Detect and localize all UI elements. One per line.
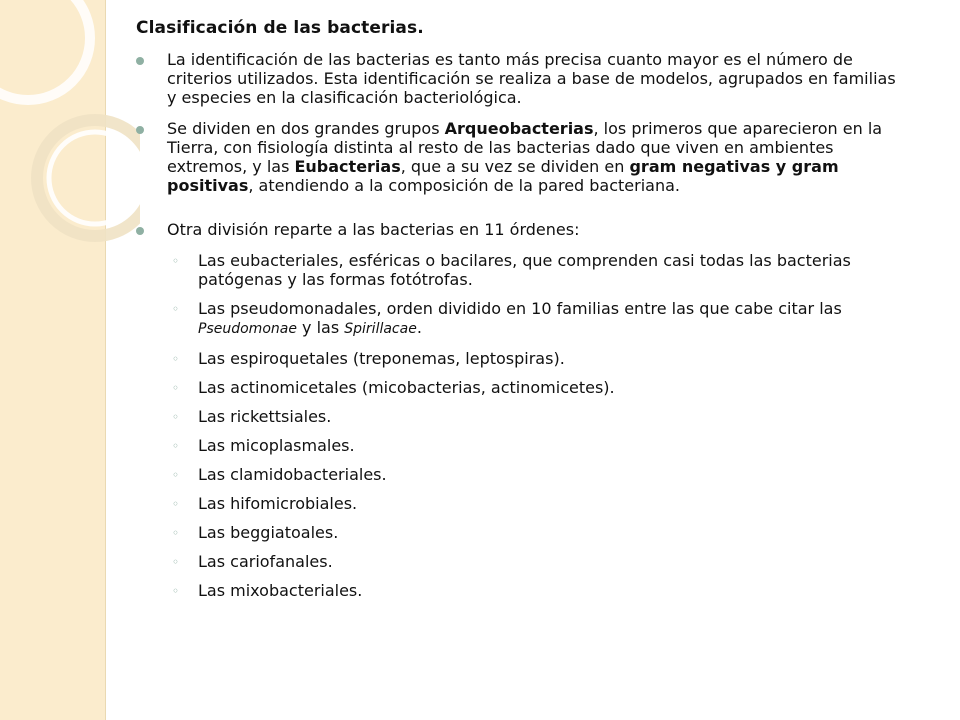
term-eubacterias: Eubacterias: [294, 157, 401, 176]
ring-bullet-icon: ◦: [172, 439, 180, 453]
ring-bullet-icon: ◦: [172, 526, 180, 540]
order-item: [136, 523, 906, 542]
paragraph-orders: [136, 220, 906, 239]
order-text: Las espiroquetales (treponemas, leptospiras).: [198, 349, 565, 368]
slide-title: Clasificación de las bacterias.: [136, 18, 424, 38]
order-item: [136, 465, 906, 484]
order-item: [136, 581, 906, 600]
ring-bullet-icon: ◦: [172, 254, 180, 268]
ring-bullet-icon: ◦: [172, 381, 180, 395]
order-text: Las micoplasmales.: [198, 436, 355, 455]
ring-bullet-icon: ◦: [172, 584, 180, 598]
order-item: [136, 251, 906, 289]
order-item: [136, 407, 906, 426]
order-text: y las: [296, 318, 345, 337]
decorative-circles: [0, 0, 140, 260]
text: , atendiendo a la composición de la pared bacteriana.: [248, 176, 681, 195]
order-text: .: [416, 318, 422, 337]
ring-bullet-icon: ◦: [172, 410, 180, 424]
paragraph-identification: [136, 50, 906, 107]
term-gram: gram negativas y gram positivas: [167, 157, 839, 195]
order-item: [136, 552, 906, 571]
ring-bullet-icon: ◦: [172, 352, 180, 366]
order-item: [136, 349, 906, 368]
ring-bullet-icon: ◦: [172, 468, 180, 482]
bullet-dot-icon: [136, 227, 144, 235]
paragraph-text: Otra división reparte a las bacterias en 11 órdenes:: [167, 220, 580, 239]
ring-bullet-icon: ◦: [172, 497, 180, 511]
order-item: [136, 299, 906, 339]
order-text: Las rickettsiales.: [198, 407, 332, 426]
paragraph-text: La identificación de las bacterias es tanto más precisa cuanto mayor es el número de criterios utilizados. Esta identificación se realiza a base de modelos, agrupados en familias y especies en la clasificación bacteriológica.: [167, 50, 896, 107]
text: , que a su vez se dividen en: [400, 157, 630, 176]
order-text: Las hifomicrobiales.: [198, 494, 358, 513]
genus-name: Pseudomonae: [198, 321, 297, 337]
ring-bullet-icon: ◦: [172, 302, 180, 316]
text: , los primeros que aparecieron en la Tierra, con fisiología distinta al resto de las bacterias dado que viven en ambientes extremos, y las: [167, 119, 883, 176]
bullet-dot-icon: [136, 57, 144, 65]
order-text: Las clamidobacteriales.: [198, 465, 387, 484]
order-text: Las eubacteriales, esféricas o bacilares, que comprenden casi todas las bacterias patógenas y las formas fotótrofas.: [198, 251, 851, 289]
order-text: Las actinomicetales (micobacterias, actinomicetes).: [198, 378, 615, 397]
bullet-dot-icon: [136, 126, 144, 134]
slide-content: [136, 18, 906, 610]
order-item: [136, 494, 906, 513]
genus-name: Spirillacae: [344, 321, 417, 337]
order-item: [136, 378, 906, 397]
order-text: Las mixobacteriales.: [198, 581, 363, 600]
term-arqueobacterias: Arqueobacterias: [444, 119, 594, 138]
order-item: [136, 436, 906, 455]
order-text: Las cariofanales.: [198, 552, 333, 571]
order-text: Las beggiatoales.: [198, 523, 339, 542]
paragraph-groups: [136, 119, 906, 195]
order-text: Las pseudomonadales, orden dividido en 10 familias entre las que cabe citar las: [198, 299, 842, 318]
ring-bullet-icon: ◦: [172, 555, 180, 569]
text: Se dividen en dos grandes grupos: [167, 119, 445, 138]
